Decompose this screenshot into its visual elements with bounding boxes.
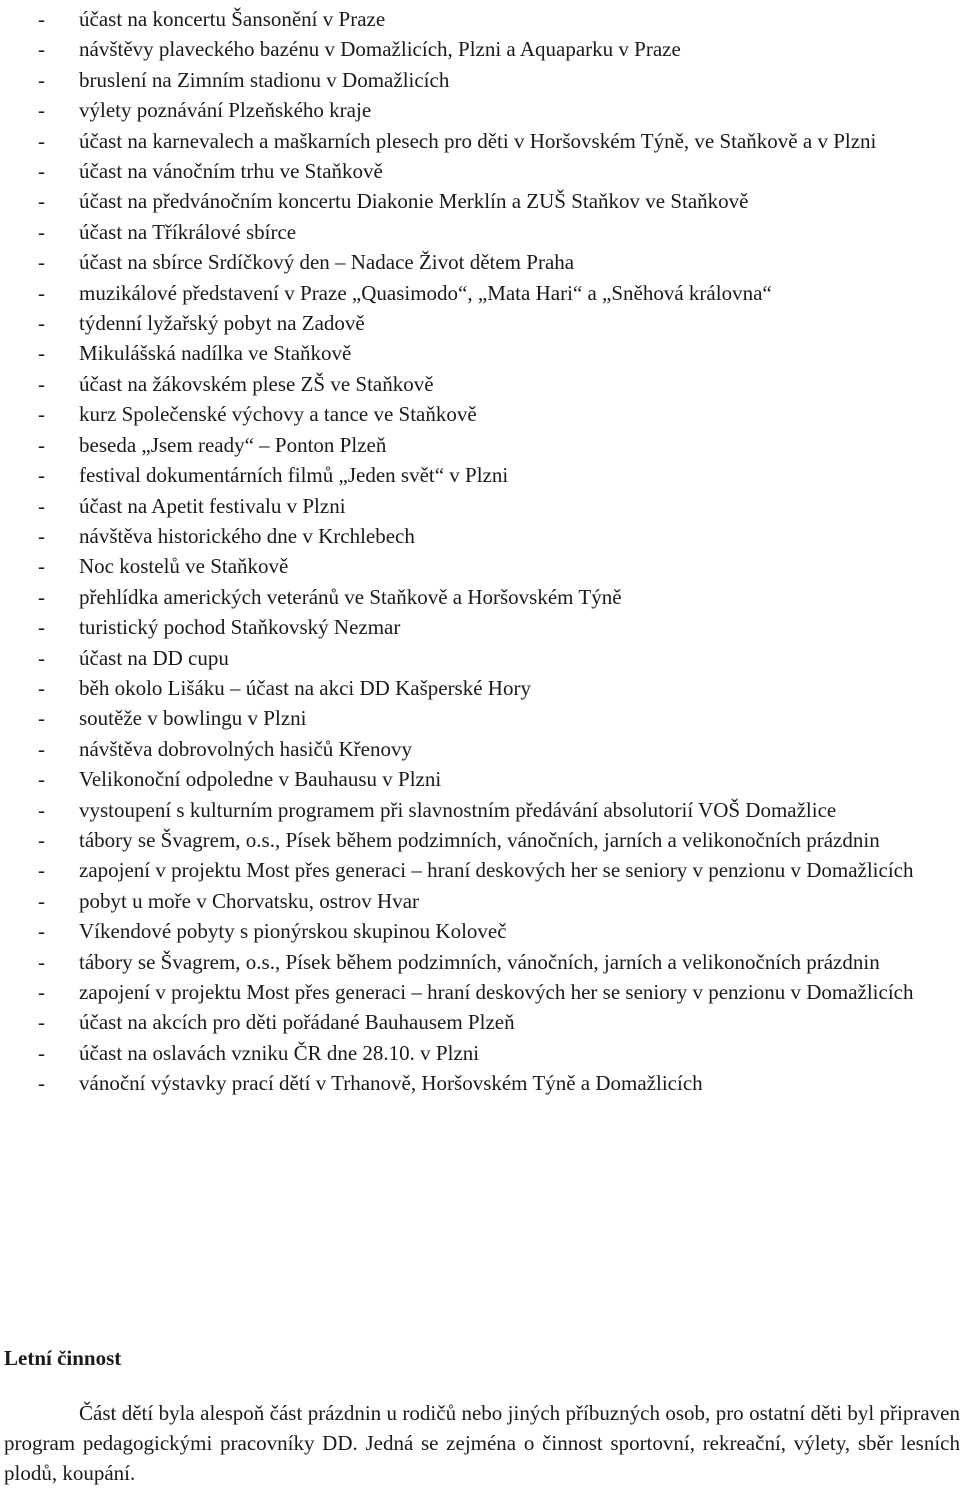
list-item-text: kurz Společenské výchovy a tance ve Staňkově — [79, 402, 477, 427]
list-item-text: beseda „Jsem ready“ – Ponton Plzeň — [79, 432, 387, 457]
bullet-dash: - — [38, 493, 45, 518]
list-item-text: účast na akcích pro děti pořádané Bauhausem Plzeň — [79, 1010, 515, 1035]
bullet-dash: - — [38, 736, 45, 761]
list-item-text: účast na vánočním trhu ve Staňkově — [79, 159, 383, 184]
bullet-dash: - — [38, 767, 45, 792]
list-item — [0, 308, 960, 338]
bullet-dash: - — [38, 797, 45, 822]
list-item — [0, 734, 960, 764]
bullet-dash: - — [38, 311, 45, 336]
list-item — [0, 247, 960, 277]
list-item — [0, 947, 960, 977]
list-item — [0, 1038, 960, 1068]
list-item-text: zapojení v projektu Most přes generaci – hraní deskových her se seniory v penzionu v Domažlicích — [79, 858, 914, 883]
list-item-text: účast na oslavách vzniku ČR dne 28.10. v Plzni — [79, 1040, 480, 1065]
list-item-text: muzikálové představení v Praze „Quasimodo“, „Mata Hari“ a „Sněhová královna“ — [79, 280, 772, 305]
list-item-text: výlety poznávání Plzeňského kraje — [79, 98, 372, 123]
list-item-text: tábory se Švagrem, o.s., Písek během podzimních, vánočních, jarních a velikonočních prázdnin — [79, 949, 880, 974]
bullet-dash: - — [38, 463, 45, 488]
list-item — [0, 65, 960, 95]
list-item-text: účast na předvánočním koncertu Diakonie Merklín a ZUŠ Staňkov ve Staňkově — [79, 189, 749, 214]
bullet-dash: - — [38, 1010, 45, 1035]
bullet-dash: - — [38, 402, 45, 427]
bullet-dash: - — [38, 128, 45, 153]
list-item-text: turistický pochod Staňkovský Nezmar — [79, 615, 401, 640]
list-item-text: přehlídka amerických veteránů ve Staňkově a Horšovském Týně — [79, 584, 622, 609]
list-item — [0, 338, 960, 368]
bullet-dash: - — [38, 67, 45, 92]
list-item-text: Noc kostelů ve Staňkově — [79, 554, 289, 579]
list-item — [0, 369, 960, 399]
list-item — [0, 95, 960, 125]
list-item — [0, 399, 960, 429]
bullet-dash: - — [38, 1040, 45, 1065]
bullet-dash: - — [38, 645, 45, 670]
list-item-text: tábory se Švagrem, o.s., Písek během podzimních, vánočních, jarních a velikonočních prázdnin — [79, 827, 880, 852]
bullet-dash: - — [38, 615, 45, 640]
bullet-dash: - — [38, 919, 45, 944]
list-item-text: účast na DD cupu — [79, 645, 229, 670]
bullet-dash: - — [38, 584, 45, 609]
list-item — [0, 551, 960, 581]
list-item-text: týdenní lyžařský pobyt na Zadově — [79, 311, 365, 336]
list-item-text: účast na sbírce Srdíčkový den – Nadace Život dětem Praha — [79, 250, 575, 275]
list-item-text: zapojení v projektu Most přes generaci – hraní deskových her se seniory v penzionu v Domažlicích — [79, 980, 914, 1004]
list-item-text: soutěže v bowlingu v Plzni — [79, 706, 307, 731]
bullet-dash: - — [38, 280, 45, 305]
list-item-text: návštěvy plaveckého bazénu v Domažlicích, Plzni a Aquaparku v Praze — [79, 37, 681, 62]
list-item-text: festival dokumentárních filmů „Jeden svět“ v Plzni — [79, 463, 509, 488]
list-item-text: Velikonoční odpoledne v Bauhausu v Plzni — [79, 767, 442, 792]
list-item — [0, 34, 960, 64]
bullet-dash: - — [38, 675, 45, 700]
list-item — [0, 1007, 960, 1037]
list-item-text: Mikulášská nadílka ve Staňkově — [79, 341, 352, 366]
list-item — [0, 916, 960, 946]
bullet-dash: - — [38, 7, 45, 31]
bullet-dash: - — [38, 888, 45, 913]
list-item — [0, 4, 960, 34]
activity-list — [0, 4, 960, 1099]
bullet-dash: - — [38, 706, 45, 731]
list-item — [0, 156, 960, 186]
bullet-dash: - — [38, 554, 45, 579]
list-item-text: běh okolo Lišáku – účast na akci DD Kašperské Hory — [79, 675, 531, 700]
list-item-text: účast na koncertu Šansonění v Praze — [79, 7, 386, 31]
list-item-text: Víkendové pobyty s pionýrskou skupinou Koloveč — [79, 919, 507, 944]
list-item-text: účast na karnevalech a maškarních plesech pro děti v Horšovském Týně, ve Staňkově a v Plzni — [79, 128, 877, 153]
bullet-dash: - — [38, 980, 45, 1004]
list-item — [0, 430, 960, 460]
list-item-text: vystoupení s kulturním programem při slavnostním předávání absolutorií VOŠ Domažlice — [79, 797, 837, 822]
list-item — [0, 703, 960, 733]
bullet-dash: - — [38, 432, 45, 457]
list-item — [0, 825, 960, 855]
bullet-dash: - — [38, 37, 45, 62]
section-heading: Letní činnost — [4, 1346, 122, 1370]
bullet-dash: - — [38, 189, 45, 214]
list-item — [0, 795, 960, 825]
list-item — [0, 1068, 960, 1098]
bullet-dash: - — [38, 219, 45, 244]
list-item-text: bruslení na Zimním stadionu v Domažlicích — [79, 67, 450, 92]
list-item — [0, 126, 960, 156]
bullet-dash: - — [38, 371, 45, 396]
list-item-text: vánoční výstavky prací dětí v Trhanově, Horšovském Týně a Domažlicích — [79, 1071, 703, 1096]
bullet-dash: - — [38, 1071, 45, 1096]
bullet-dash: - — [38, 949, 45, 974]
bullet-dash: - — [38, 523, 45, 548]
list-item — [0, 460, 960, 490]
list-item-text: účast na žákovském plese ZŠ ve Staňkově — [79, 371, 434, 396]
list-item-text: účast na Apetit festivalu v Plzni — [79, 493, 346, 518]
bullet-dash: - — [38, 250, 45, 275]
bullet-dash: - — [38, 159, 45, 184]
list-item — [0, 521, 960, 551]
list-item — [0, 977, 960, 1007]
list-item — [0, 491, 960, 521]
list-item — [0, 186, 960, 216]
list-item — [0, 582, 960, 612]
list-item — [0, 612, 960, 642]
bullet-dash: - — [38, 98, 45, 123]
bullet-dash: - — [38, 827, 45, 852]
list-item — [0, 886, 960, 916]
list-item-text: účast na Tříkrálové sbírce — [79, 219, 297, 244]
list-item — [0, 673, 960, 703]
list-item — [0, 643, 960, 673]
bullet-dash: - — [38, 858, 45, 883]
list-item-text: návštěva historického dne v Krchlebech — [79, 523, 415, 548]
list-item-text: návštěva dobrovolných hasičů Křenovy — [79, 736, 412, 761]
list-item — [0, 278, 960, 308]
summer-activity-paragraph: Část dětí byla alespoň část prázdnin u rodičů nebo jiných příbuzných osob, pro ostatní děti byl připraven program pedagogickými pracovníky DD. Jedná se zejména o činnost sportovní, rekreační, výlety, sběr lesních plodů, koupání. — [4, 1401, 960, 1486]
list-item-text: pobyt u moře v Chorvatsku, ostrov Hvar — [79, 888, 420, 913]
bullet-dash: - — [38, 341, 45, 366]
list-item — [0, 764, 960, 794]
list-item — [0, 855, 960, 885]
list-item — [0, 217, 960, 247]
